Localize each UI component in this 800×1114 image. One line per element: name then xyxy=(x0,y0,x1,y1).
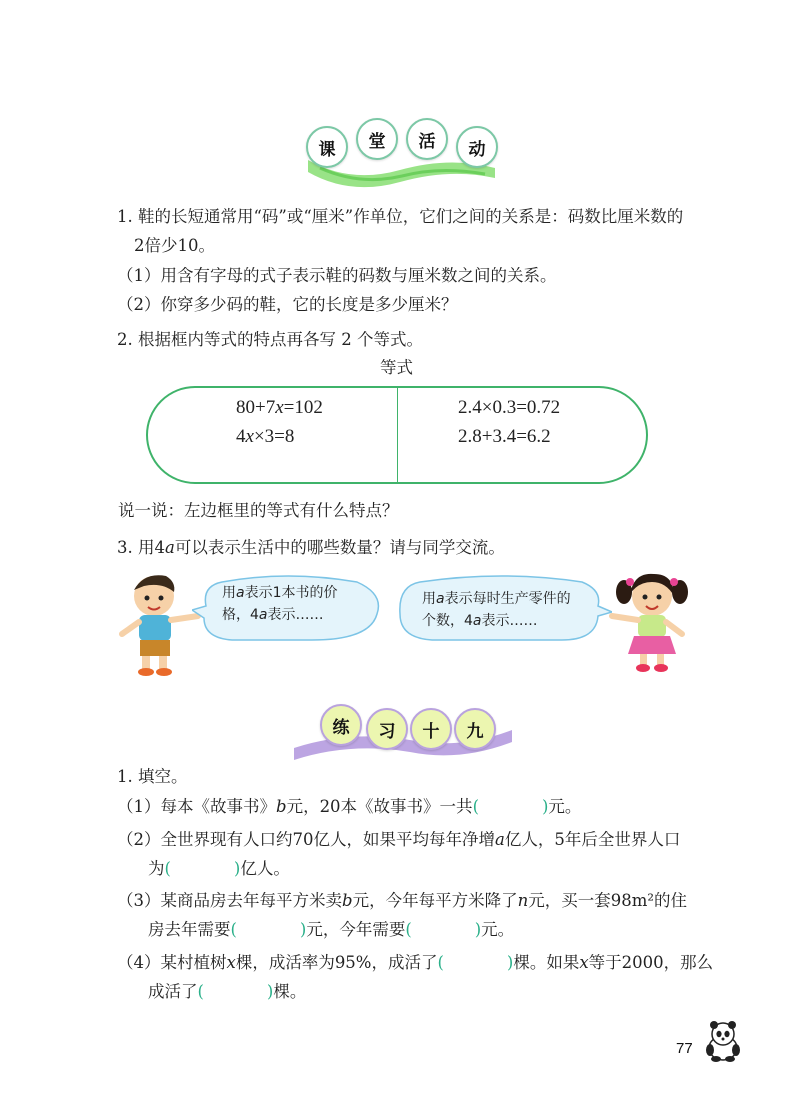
speech-bubble-left-line2: 格，4a表示…… xyxy=(222,607,324,623)
exercise-item-2-line1: （2）全世界现有人口约70亿人，如果平均每年净增a亿人，5年后全世界人口 xyxy=(117,830,681,849)
exercise-item-2-line2: 为( )亿人。 xyxy=(148,859,290,878)
q2-text: 2. 根据框内等式的特点再各写 2 个等式。 xyxy=(117,330,423,349)
header-char-2: 堂 xyxy=(356,118,398,160)
right-equation-1: 2.4×0.3=0.72 xyxy=(458,397,561,418)
panda-icon xyxy=(700,1018,746,1064)
equation-box-divider xyxy=(397,387,398,483)
speech-bubble-right-line2: 个数，4a表示…… xyxy=(422,613,538,629)
equation-box-title: 等式 xyxy=(380,358,413,377)
girl-illustration xyxy=(604,566,694,676)
answer-blank[interactable]: ( ) xyxy=(164,859,241,878)
header-char-4: 动 xyxy=(456,126,498,168)
section-header-classroom-activity xyxy=(290,112,510,190)
answer-blank[interactable]: ( ) xyxy=(230,920,307,939)
exercise-char-4: 九 xyxy=(454,708,496,750)
q2-discuss: 说一说：左边框里的等式有什么特点？ xyxy=(118,501,399,520)
section-header-exercise-19 xyxy=(290,700,520,768)
right-equation-2: 2.8+3.4=6.2 xyxy=(458,426,551,447)
answer-blank[interactable]: ( ) xyxy=(437,953,514,972)
exercise-char-1: 练 xyxy=(320,704,362,746)
exercise-char-2: 习 xyxy=(366,708,408,750)
answer-blank[interactable]: ( ) xyxy=(405,920,482,939)
q1-sub2: （2）你穿多少码的鞋，它的长度是多少厘米？ xyxy=(117,295,458,314)
exercise-item-3-line2: 房去年需要( )元，今年需要( )元。 xyxy=(148,920,515,939)
page-number: 77 xyxy=(676,1040,693,1057)
answer-blank[interactable]: ( ) xyxy=(197,982,274,1001)
speech-bubble-left-line1: 用a表示1本书的价 xyxy=(222,585,338,601)
q1-sub1: （1）用含有字母的式子表示鞋的码数与厘米数之间的关系。 xyxy=(117,266,557,285)
exercise-item-4-line1: （4）某村植树x棵，成活率为95%，成活了( )棵。如果x等于2000，那么 xyxy=(117,953,714,972)
left-equation-2: 4x×3=8 xyxy=(236,426,295,447)
q1-line2: 2倍少10。 xyxy=(134,236,215,255)
exercise-item-4-line2: 成活了( )棵。 xyxy=(148,982,307,1001)
exercise-title: 1. 填空。 xyxy=(117,767,188,786)
header-char-1: 课 xyxy=(306,126,348,168)
left-equation-1: 80+7x=102 xyxy=(236,397,323,418)
speech-bubble-right-line1: 用a表示每时生产零件的 xyxy=(422,591,571,607)
q1-line1: 1. 鞋的长短通常用“码”或“厘米”作单位，它们之间的关系是：码数比厘米数的 xyxy=(117,207,684,226)
exercise-item-3-line1: （3）某商品房去年每平方米卖b元，今年每平方米降了n元，买一套98m²的住 xyxy=(117,891,687,910)
boy-illustration xyxy=(114,568,204,678)
answer-blank[interactable]: ( ) xyxy=(472,797,549,816)
q3-text: 3. 用4a可以表示生活中的哪些数量？请与同学交流。 xyxy=(117,538,505,557)
header-char-3: 活 xyxy=(406,118,448,160)
exercise-char-3: 十 xyxy=(410,708,452,750)
exercise-item-1: （1）每本《故事书》b元，20本《故事书》一共( )元。 xyxy=(117,797,582,816)
